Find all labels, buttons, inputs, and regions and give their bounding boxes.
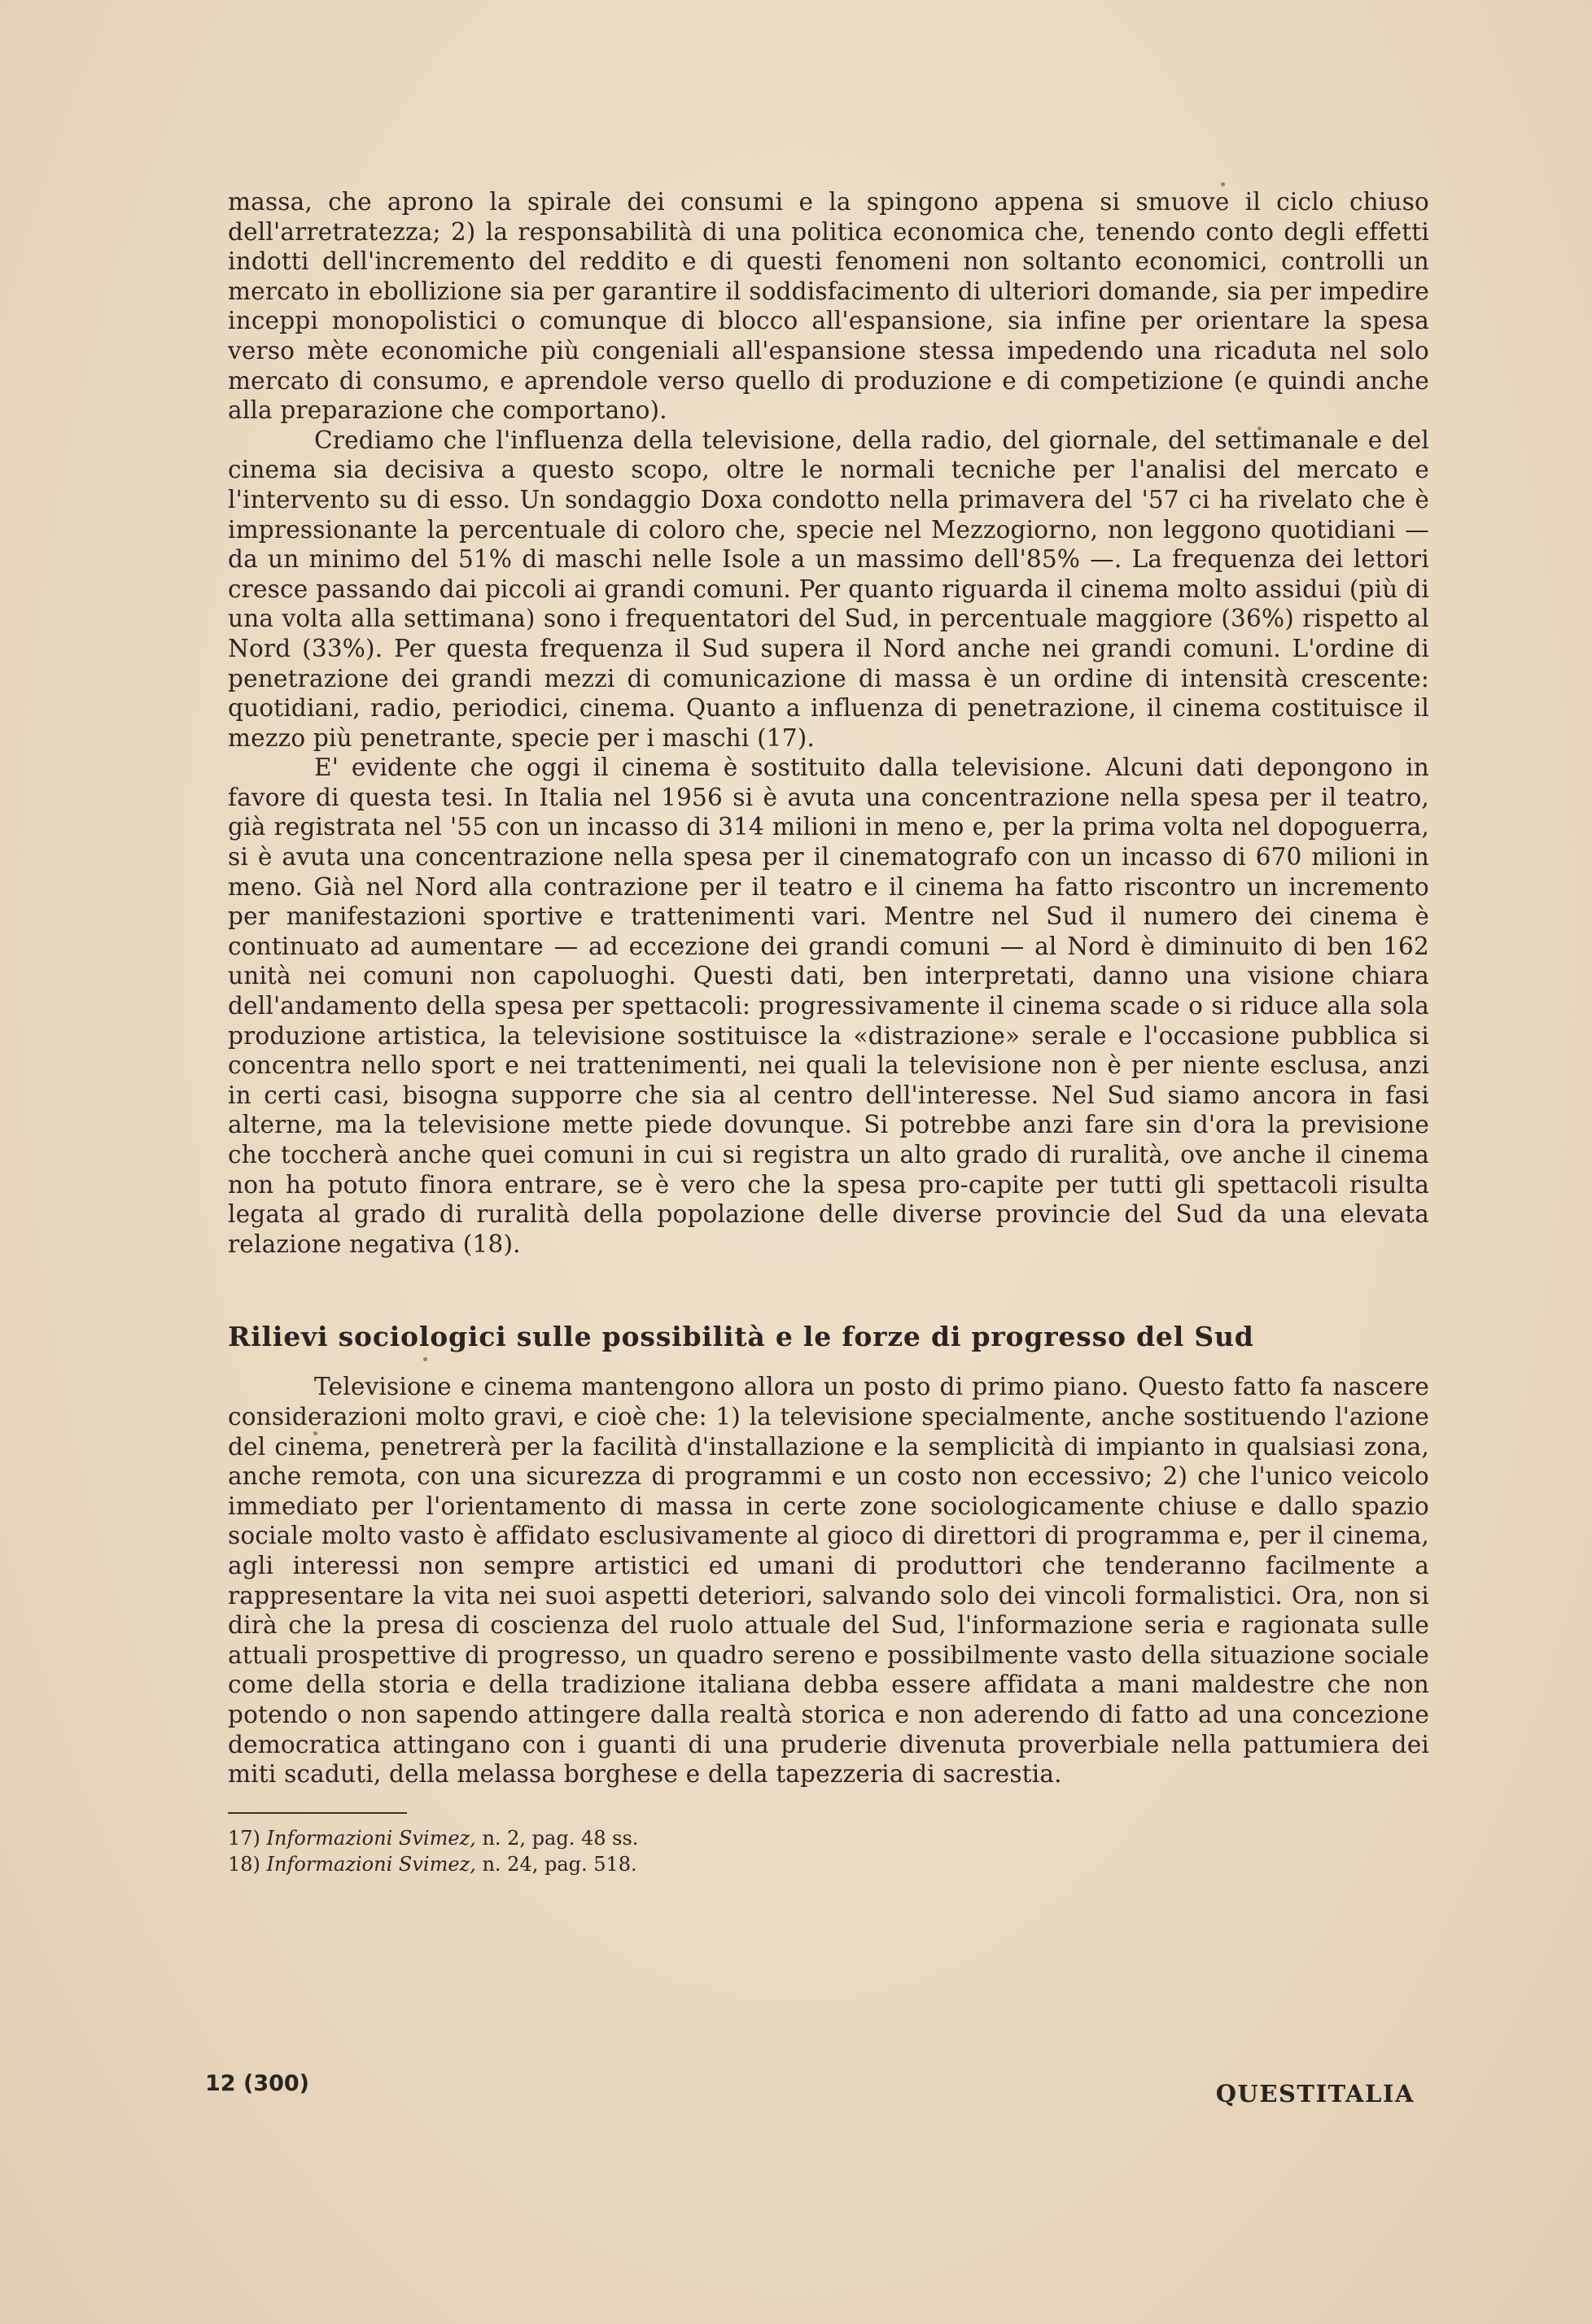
body-paragraph: E' evidente che oggi il cinema è sostituito dalla televisione. Alcuni dati depongono in favore di questa tesi. In Italia nel 1956 si è avuta una concentrazione nella spesa per il teatro, già registrata nel '55 con un incasso di 314 milioni in meno e, per la prima volta nel dopoguerra, si è avuta una concentrazione nella spesa per il cinematografo con un incasso di 670 milioni in meno. Già nel Nord alla contrazione per il teatro e il cinema ha fatto riscontro un incremento per manifestazioni sportive e trattenimenti vari. Mentre nel Sud il numero dei cinema è continuato ad aumentare — ad eccezione dei grandi comuni — al Nord è diminuito di ben 162 unità nei comuni non capoluoghi. Questi dati, ben interpretati, danno una visione chiara dell'andamento della spesa per spettacoli: progressivamente il cinema scade o si riduce alla sola produzione artistica, la televisione sostituisce la «distrazione» serale e l'occasione pubblica si concentra nello sport e nei trattenimenti, nei quali la televisione non è per niente esclusa, anzi in certi casi, bisogna supporre che sia al centro dell'interesse. Nel Sud siamo ancora in fasi alterne, ma la televisione mette piede dovunque. Si potrebbe anzi fare sin d'ora la previsione che toccherà anche quei comuni in cui si registra un alto grado di ruralità, ove anche il cinema non ha potuto finora entrare, se è vero che la spesa pro-capite per tutti gli spettacoli risulta legata al grado di ruralità della popolazione delle diverse provincie del Sud da una elevata relazione negativa (18). — [228, 754, 1429, 1258]
footnote-18 — [228, 1851, 1429, 1877]
journal-name: QUESTITALIA — [1215, 2080, 1415, 2108]
footnote-source: Informazioni Svimez, — [266, 1826, 476, 1850]
page-number: 12 (300) — [205, 2071, 310, 2096]
footnote-source: Informazioni Svimez, — [266, 1852, 476, 1876]
text-column — [228, 187, 1429, 1877]
footnote-divider — [228, 1812, 407, 1814]
body-paragraph: Crediamo che l'influenza della televisione, della radio, del giornale, del settimanale e del cinema sia decisiva a questo scopo, oltre le normali tecniche per l'analisi del mercato e l'intervento su di esso. Un sondaggio Doxa condotto nella primavera del '57 ci ha rivelato che è impressionante la percentuale di coloro che, specie nel Mezzogiorno, non leggono quotidiani — da un minimo del 51% di maschi nelle Isole a un massimo dell'85% —. La frequenza dei lettori cresce passando dai piccoli ai grandi comuni. Per quanto riguarda il cinema molto assidui (più di una volta alla settimana) sono i frequentatori del Sud, in percentuale maggiore (36%) rispetto al Nord (33%). Per questa frequenza il Sud supera il Nord anche nei grandi comuni. L'ordine di penetrazione dei grandi mezzi di comunicazione di massa è un ordine di intensità crescente: quotidiani, radio, periodici, cinema. Quanto a influenza di penetrazione, il cinema costituisce il mezzo più penetrante, specie per i maschi (17). — [228, 426, 1429, 752]
body-paragraph: massa, che aprono la spirale dei consumi e la spingono appena si smuove il ciclo chiuso dell'arretratezza; 2) la responsabilità di una politica economica che, tenendo conto degli effetti indotti dell'incremento del reddito e di questi fenomeni non soltanto economici, controlli un mercato in ebollizione sia per garantire il soddisfacimento di ulteriori domande, sia per impedire inceppi monopolistici o comunque di blocco all'espansione, sia infine per orientare la spesa verso mète economiche più congeniali all'espansione stessa impedendo una ricaduta nel solo mercato di consumo, e aprendole verso quello di produzione e di competizione (e quindi anche alla preparazione che comportano). — [228, 188, 1429, 425]
section-heading: Rilievi sociologici sulle possibilità e le forze di progresso del Sud — [228, 1321, 1254, 1353]
section-paragraph: Televisione e cinema mantengono allora un posto di primo piano. Questo fatto fa nascere considerazioni molto gravi, e cioè che: 1) la televisione specialmente, anche sostituendo l'azione del cinema, penetrerà per la facilità d'installazione e la semplicità di impianto in qualsiasi zona, anche remota, con una sicurezza di programmi e un costo non eccessivo; 2) che l'unico veicolo immediato per l'orientamento di massa in certe zone sociologicamente chiuse e dallo spazio sociale molto vasto è affidato esclusivamente al gioco di direttori di programma e, per il cinema, agli interessi non sempre artistici ed umani di produttori che tenderanno facilmente a rappresentare la vita nei suoi aspetti deteriori, salvando solo dei vincoli formalistici. Ora, non si dirà che la presa di coscienza del ruolo attuale del Sud, l'informazione seria e ragionata sulle attuali prospettive di progresso, un quadro sereno e possibilmente vasto della situazione sociale come della storia e della tradizione italiana debba essere affidata a mani maldestre che non potendo o non sapendo attingere dalla realtà storica e non aderendo di fatto ad una concezione democratica attingano con i guanti di una pruderie divenuta proverbiale nella pattumiera dei miti scaduti, della melassa borghese e della tapezzeria di sacrestia. — [228, 1373, 1429, 1789]
paper-speck — [1221, 182, 1225, 186]
footnote-reference: n. 2, pag. 48 ss. — [482, 1826, 639, 1850]
footnote-17 — [228, 1825, 1429, 1851]
footnote-number: 18) — [228, 1852, 260, 1876]
footnote-reference: n. 24, pag. 518. — [482, 1852, 637, 1876]
footnote-number: 17) — [228, 1826, 260, 1850]
